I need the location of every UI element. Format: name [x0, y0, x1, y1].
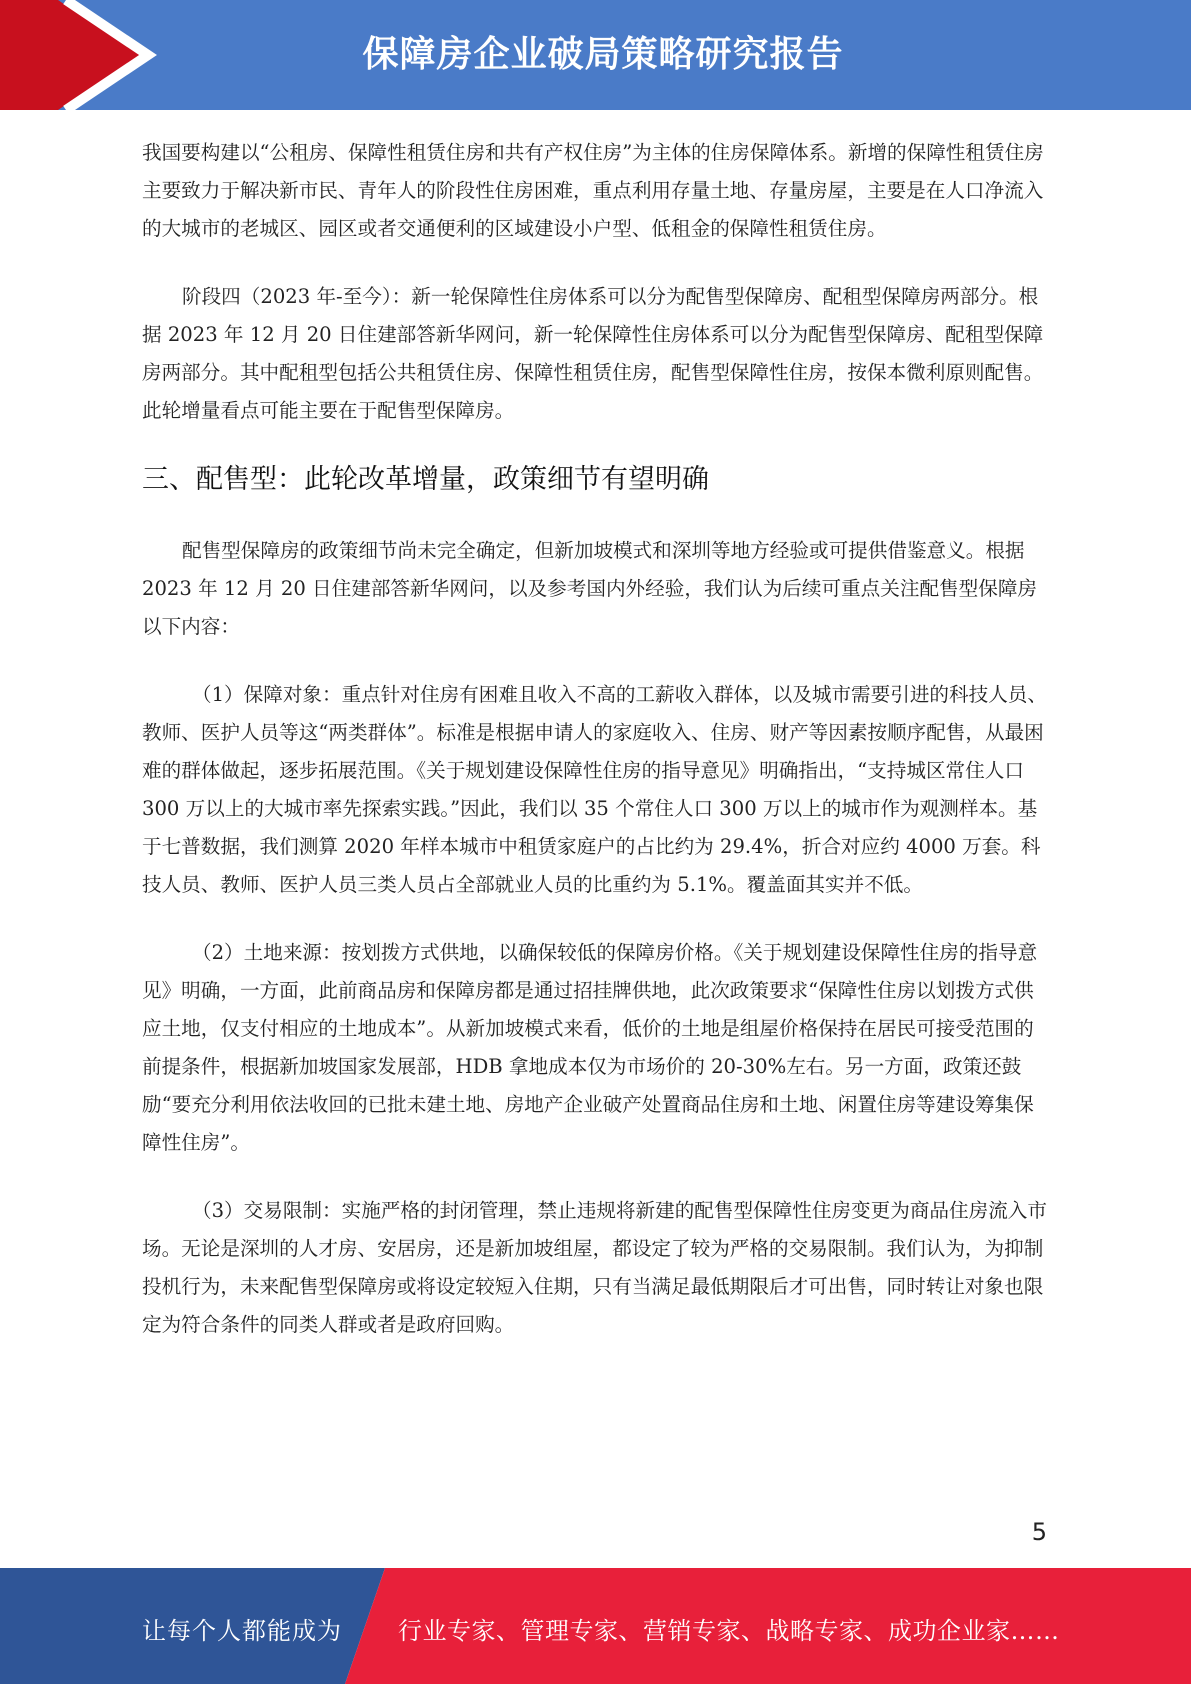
list-item-protection-targets: （1）保障对象：重点针对住房有困难且收入不高的工薪收入群体，以及城市需要引进的科技人员、教师、医护人员等这“两类群体”。标准是根据申请人的家庭收入、住房、财产等因素按顺序配售，从最困难的群体做起，逐步拓展范围。《关于规划建设保障性住房的指导意见》明确指出，“支持城区常住人口 300 万以上的大城市率先探索实践。”因此，我们以 35 个常住人口 300 万以上的城市作为观测样本。基于七普数据，我们测算 2020 年样本城市中租赁家庭户的占比约为 29.4%，折合对应约 4000 万套。科技人员、教师、医护人员三类人员占全部就业人员的比重约为 5.1%。覆盖面其实并不低。 — [142, 683, 1047, 896]
paragraph-stage-four: 阶段四（2023 年-至今）：新一轮保障性住房体系可以分为配售型保障房、配租型保障房两部分。根据 2023 年 12 月 20 日住建部答新华网问，新一轮保障性住房体系可以分为配售型保障房、配租型保障房两部分。其中配租型包括公共租赁住房、保障性租赁住房，配售型保障性住房，按保本微利原则配售。此轮增量看点可能主要在于配售型保障房。 — [142, 285, 1044, 422]
paragraph-housing-system: 我国要构建以“公租房、保障性租赁住房和共有产权住房”为主体的住房保障体系。新增的保障性租赁住房主要致力于解决新市民、青年人的阶段性住房困难，重点利用存量土地、存量房屋，主要是在人口净流入的大城市的老城区、园区或者交通便利的区域建设小户型、低租金的保障性租赁住房。 — [142, 141, 1044, 240]
paragraph-section-intro: 配售型保障房的政策细节尚未完全确定，但新加坡模式和深圳等地方经验或可提供借鉴意义。根据 2023 年 12 月 20 日住建部答新华网问，以及参考国内外经验，我们认为后续可重点关注配售型保障房以下内容： — [142, 539, 1038, 638]
page-number: 5 — [1031, 1518, 1047, 1546]
document-body — [142, 134, 1048, 1374]
footer-slogan-left: 让每个人都能成为 — [142, 1617, 342, 1645]
list-item-trade-restrictions: （3）交易限制：实施严格的封闭管理，禁止违规将新建的配售型保障性住房变更为商品住房流入市场。无论是深圳的人才房、安居房，还是新加坡组屋，都设定了较为严格的交易限制。我们认为，为抑制投机行为，未来配售型保障房或将设定较短入住期，只有当满足最低期限后才可出售，同时转让对象也限定为符合条件的同类人群或者是政府回购。 — [142, 1199, 1047, 1336]
list-item-land-source: （2）土地来源：按划拨方式供地，以确保较低的保障房价格。《关于规划建设保障性住房的指导意见》明确，一方面，此前商品房和保障房都是通过招挂牌供地，此次政策要求“保障性住房以划拨方式供应土地，仅支付相应的土地成本”。从新加坡模式来看，低价的土地是组屋价格保持在居民可接受范围的前提条件，根据新加坡国家发展部，HDB 拿地成本仅为市场价的 20-30%左右。另一方面，政策还鼓励“要充分利用依法收回的已批未建土地、房地产企业破产处置商品住房和土地、闲置住房等建设筹集保障性住房”。 — [142, 941, 1038, 1154]
header-title: 保障房企业破局策略研究报告 — [362, 34, 844, 75]
footer-slogan-right: 行业专家、管理专家、营销专家、战略专家、成功企业家…… — [398, 1617, 1060, 1645]
section-heading: 三、配售型：此轮改革增量，政策细节有望明确 — [142, 464, 709, 495]
page-footer — [0, 1568, 1191, 1684]
page-header — [0, 0, 1191, 110]
